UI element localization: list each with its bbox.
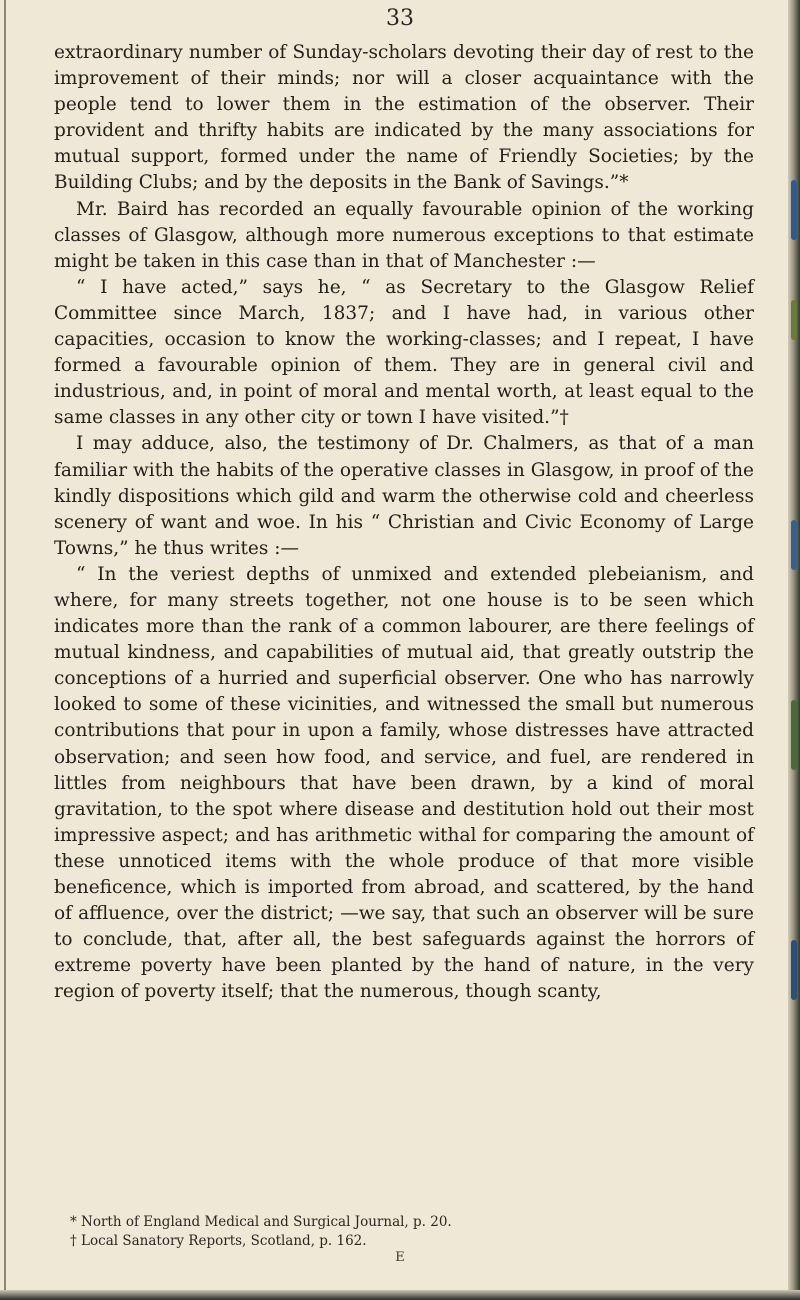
edge-stain [791, 180, 797, 240]
quotation-chalmers: “ In the veriest depths of unmixed and extended plebeianism, and where, for many streets together, not one house is to be seen which indicates more than the rank of a common labourer, are there feelings of mutual kindness, and capabilities of mutual aid, that greatly outstrip the conceptions of a hurried and superficial observer. One who has narrowly looked to some of these vicinities, and witnessed the small but numerous contributions that pour in upon a family, whose distresses have attracted observation; and seen how food, and service, and fuel, are rendered in littles from neighbours that have been drawn, by a kind of moral gravitation, to the spot where disease and destitution hold out their most impressive aspect; and has arithmetic withal for comparing the amount of these unnoticed items with the whole produce of that more visible beneficence, which is imported from abroad, and scattered, by the hand of affluence, over the district; —we say, that such an observer will be sure to conclude, that, after all, the best safeguards against the horrors of extreme poverty have been planted by the hand of nature, in the very region of poverty itself; that the numerous, though scanty, [54, 563, 754, 1003]
page-bottom-edge [0, 1290, 800, 1300]
signature-mark: E [395, 1250, 405, 1265]
paragraph-chalmers: I may adduce, also, the testimony of Dr. Chalmers, as that of a man familiar with the habits of the operative classes in Glasgow, in proof of the kindly dispositions which gild and warm the otherwise cold and cheerless scenery of want and woe. In his “ Christian and Civic Economy of Large Towns,” he thus writes :— [54, 433, 754, 559]
paragraph-continued: extraordinary number of Sunday-scholars devoting their day of rest to the improvement of their minds; nor will a closer acquaintance with the people tend to lower them in the estimation of the observer. Their provident and thrifty habits are indicated by the many associations for mutual support, formed under the name of Friendly Societies; by the Building Clubs; and by the deposits in the Bank of Savings.”* [54, 42, 754, 194]
page-right-edge [788, 0, 800, 1300]
edge-stain [791, 700, 797, 770]
edge-stain [791, 300, 797, 340]
footnotes [70, 1213, 730, 1251]
left-margin-rule [4, 0, 6, 1300]
edge-stain [791, 940, 797, 1000]
page-number: 33 [386, 6, 414, 31]
quotation-baird: “ I have acted,” says he, “ as Secretary to the Glasgow Relief Committee since March, 1837; and I have had, in various other capacities, occasion to know the working-classes; and I repeat, I have formed a favourable opinion of them. They are in general civil and industrious, and, in point of moral and mental worth, at least equal to the same classes in any other city or town I have visited.”† [54, 276, 754, 429]
main-text [54, 40, 754, 1005]
paragraph-baird: Mr. Baird has recorded an equally favourable opinion of the working classes of Glasgow, although more numerous exceptions to that estimate might be taken in this case than in that of Manchester :— [54, 198, 754, 272]
footnote-2: † Local Sanatory Reports, Scotland, p. 162. [70, 1233, 367, 1249]
footnote-1: * North of England Medical and Surgical Journal, p. 20. [70, 1214, 452, 1230]
edge-stain [791, 520, 797, 570]
